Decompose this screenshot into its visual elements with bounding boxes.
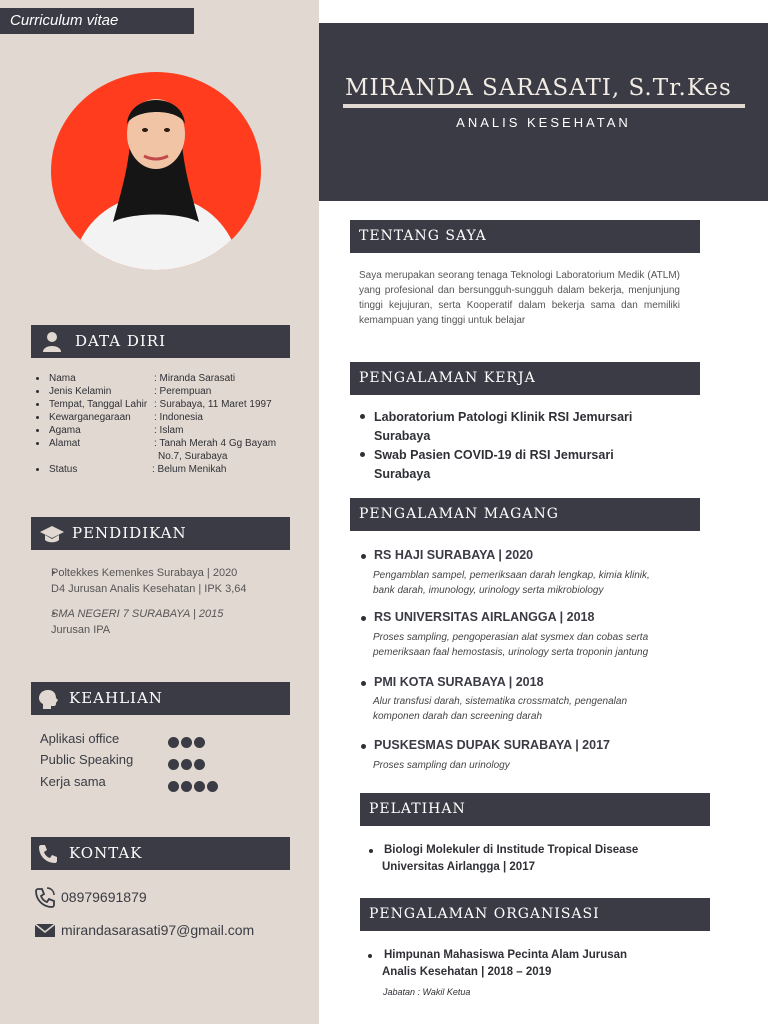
full-name: MIRANDA SARASATI, S.Tr.Kes [345, 75, 732, 101]
section-data-diri-header [31, 325, 290, 358]
data-row [36, 385, 306, 398]
data-row [36, 411, 306, 424]
desc-line: bank darah, imunology, urinology serta mikrobiology [373, 585, 604, 596]
bullet [368, 954, 372, 958]
skill-dot [181, 781, 192, 792]
skill-level-dots [168, 735, 207, 747]
skill-dot [194, 759, 205, 770]
skill-dot [168, 759, 179, 770]
skill-dot [168, 737, 179, 748]
desc-line: pemeriksaan faal hemostasis, urinology serta troponin jantung [373, 647, 649, 658]
job-item [374, 446, 674, 484]
bullet [361, 681, 366, 686]
data-value: : Indonesia [154, 412, 203, 423]
desc-line: Alur transfusi darah, sistematika crossmatch, pengenalan [373, 696, 628, 707]
data-key: Agama [49, 425, 81, 436]
graduation-cap-icon [39, 523, 65, 545]
bullet [36, 390, 39, 393]
internship-title: PMI KOTA SURABAYA | 2018 [374, 675, 544, 689]
job-location: Surabaya [374, 429, 431, 443]
bullet [360, 452, 365, 457]
skill-dot [181, 737, 192, 748]
email-address: mirandasarasati97@gmail.com [61, 922, 255, 938]
job-title: Laboratorium Patologi Klinik RSI Jemursari [374, 410, 633, 424]
data-value: : Belum Menikah [152, 464, 227, 475]
section-title: KONTAK [69, 844, 143, 862]
portrait-illustration [51, 72, 261, 270]
brain-icon [37, 688, 59, 710]
data-key: Nama [49, 373, 76, 384]
sidebar [0, 0, 319, 1024]
desc-line: komponen darah dan screening darah [373, 711, 543, 722]
data-key: Kewarganegaraan [49, 412, 131, 423]
desc-line: Proses sampling dan urinology [373, 760, 510, 771]
bullet [360, 414, 365, 419]
name-header [319, 23, 768, 201]
skill-dot [207, 781, 218, 792]
bullet [36, 403, 39, 406]
skill-dot [181, 759, 192, 770]
data-row [36, 437, 306, 463]
education-detail: D4 Jurusan Analis Kesehatan | IPK 3,64 [51, 583, 247, 595]
organization-item [384, 947, 704, 981]
internship-desc [373, 630, 703, 660]
bullet [361, 554, 366, 559]
name-underline [343, 104, 745, 108]
data-value: : Surabaya, 11 Maret 1997 [154, 399, 272, 410]
section-organisasi-header: PENGALAMAN ORGANISASI [360, 898, 710, 931]
profile-photo [51, 72, 261, 270]
section-kerja-header: PENGALAMAN KERJA [350, 362, 700, 395]
data-value: : Tanah Merah 4 Gg Bayam [154, 438, 277, 449]
bullet [36, 442, 39, 445]
education-school: Poltekkes Kemenkes Surabaya | 2020 [51, 567, 238, 579]
bullet [36, 429, 39, 432]
cv-label: Curriculum vitae [0, 8, 194, 34]
data-row [36, 372, 306, 385]
data-value: No.7, Surabaya [158, 451, 228, 462]
section-pendidikan-header [31, 517, 290, 550]
person-icon [41, 331, 63, 353]
data-key: Jenis Kelamin [49, 386, 112, 397]
phone-number: 08979691879 [61, 889, 147, 905]
data-value: : Islam [154, 425, 184, 436]
section-title: DATA DIRI [75, 332, 166, 350]
section-title: KEAHLIAN [69, 689, 163, 707]
data-key: Tempat, Tanggal Lahir [49, 399, 148, 410]
internship-desc [373, 758, 703, 773]
education-detail: Jurusan IPA [51, 624, 111, 636]
training-item [384, 842, 704, 876]
section-magang-header: PENGALAMAN MAGANG [350, 498, 700, 531]
internship-title: RS HAJI SURABAYA | 2020 [374, 548, 534, 562]
internship-title: PUSKESMAS DUPAK SURABAYA | 2017 [374, 738, 610, 752]
data-diri-list [36, 372, 306, 476]
skill-name: Public Speaking [40, 752, 134, 767]
phone-icon [37, 843, 59, 865]
section-title: PENDIDIKAN [72, 524, 187, 542]
desc-line: Pengamblan sampel, pemeriksaan darah lengkap, kimia klinik, [373, 570, 650, 581]
skill-dot [168, 781, 179, 792]
internship-desc [373, 568, 703, 598]
data-key: Alamat [49, 438, 81, 449]
job-item [374, 408, 674, 446]
education-school: SMA NEGERI 7 SURABAYA | 2015 [51, 608, 224, 620]
data-row [36, 424, 306, 437]
data-value: : Perempuan [154, 386, 212, 397]
bullet [36, 468, 39, 471]
data-value: : Miranda Sarasati [154, 373, 236, 384]
skill-dot [194, 737, 205, 748]
organization-detail: Analis Kesehatan | 2018 – 2019 [382, 966, 552, 978]
skill-name: Aplikasi office [40, 731, 120, 746]
data-row [36, 463, 306, 476]
organization-position: Jabatan : Wakil Ketua [383, 987, 471, 997]
organization-name: Himpunan Mahasiswa Pecinta Alam Jurusan [384, 949, 628, 961]
training-title: Biologi Molekuler di Institude Tropical Disease [384, 844, 639, 856]
skill-dot [194, 781, 205, 792]
job-location: Surabaya [374, 467, 431, 481]
data-row [36, 398, 306, 411]
bullet [36, 377, 39, 380]
skill-name: Kerja sama [40, 774, 106, 789]
section-keahlian-header [31, 682, 290, 715]
skill-level-dots [168, 779, 220, 791]
internship-title: RS UNIVERSITAS AIRLANGGA | 2018 [374, 610, 595, 624]
training-detail: Universitas Airlangga | 2017 [382, 861, 535, 873]
section-pelatihan-header: PELATIHAN [360, 793, 710, 826]
job-title: Swab Pasien COVID-19 di RSI Jemursari [374, 448, 614, 462]
about-text: Saya merupakan seorang tenaga Teknologi Laboratorium Medik (ATLM) yang profesional dan bersungguh-sungguh dalam bekerja, menjunjung tinggi kejujuran, serta Kooperatif dalam bekerja sama dan memiliki kemampuan yang tinggi untuk belajar [359, 270, 680, 326]
job-role: ANALIS KESEHATAN [456, 115, 631, 130]
envelope-icon [34, 919, 56, 941]
section-tentang-header: TENTANG SAYA [350, 220, 700, 253]
bullet [361, 744, 366, 749]
bullet [369, 849, 373, 853]
skill-level-dots [168, 757, 207, 769]
phone-icon [34, 886, 56, 908]
bullet [361, 616, 366, 621]
internship-desc [373, 694, 703, 724]
data-key: Status [49, 464, 78, 475]
bullet [36, 416, 39, 419]
desc-line: Proses sampling, pengoperasian alat sysmex dan cobas serta [373, 632, 649, 643]
section-kontak-header [31, 837, 290, 870]
